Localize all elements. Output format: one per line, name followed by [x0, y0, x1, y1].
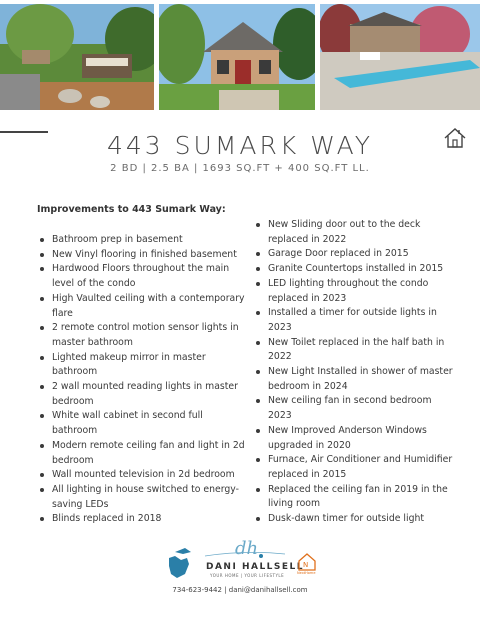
property-title: 443 SUMARK WAY: [107, 131, 373, 160]
house-badge-icon: [296, 551, 318, 575]
list-item: New Sliding door out to the deck replaced in 2022: [254, 218, 454, 247]
list-item: Bathroom prep in basement: [38, 233, 248, 248]
list-item: All lighting in house switched to energy-saving LEDs: [38, 483, 248, 512]
agent-name: DANI HALLSELL: [206, 562, 305, 572]
improvements-list-left: [38, 233, 248, 527]
contact-info: 734-623-9442 | dani@danihallsell.com: [172, 586, 308, 594]
list-item: Replaced the ceiling fan in 2019 in the living room: [254, 483, 454, 512]
list-item: White wall cabinet in second full bathroom: [38, 409, 248, 438]
list-item: Lighted makeup mirror in master bathroom: [38, 351, 248, 380]
list-item: New Vinyl flooring in finished basement: [38, 248, 248, 263]
photo-pool: [320, 4, 480, 110]
list-item: 2 wall mounted reading lights in master bedroom: [38, 380, 248, 409]
photo-clubhouse: [159, 4, 315, 110]
michigan-state-icon: [169, 556, 189, 578]
list-item: Installed a timer for outside lights in 2023: [254, 306, 454, 335]
svg-text:dh: dh: [235, 538, 259, 559]
brokerage-name: NextHome: [297, 571, 316, 575]
list-item: Hardwood Floors throughout the main level of the condo: [38, 262, 248, 291]
list-item: Wall mounted television in 2d bedroom: [38, 468, 248, 483]
agent-tagline: YOUR HOME | YOUR LIFESTYLE: [210, 573, 285, 578]
list-item: Modern remote ceiling fan and light in 2d bedroom: [38, 439, 248, 468]
improvements-heading: Improvements to 443 Sumark Way:: [37, 204, 226, 215]
photo-entrance-sign: [0, 4, 154, 110]
list-item: New ceiling fan in second bedroom 2023: [254, 394, 454, 423]
list-item: Garage Door replaced in 2015: [254, 247, 454, 262]
list-item: New Improved Anderson Windows upgraded in 2020: [254, 424, 454, 453]
list-item: Blinds replaced in 2018: [38, 512, 248, 527]
list-item: High Vaulted ceiling with a contemporary flare: [38, 292, 248, 321]
list-item: New Toilet replaced in the half bath in 2022: [254, 336, 454, 365]
improvements-list-right: [254, 218, 454, 527]
list-item: LED lighting throughout the condo replaced in 2023: [254, 277, 454, 306]
list-item: New Light Installed in shower of master bedroom in 2024: [254, 365, 454, 394]
list-item: Dusk-dawn timer for outside light: [254, 512, 454, 527]
svg-text:N: N: [303, 561, 309, 569]
list-item: Furnace, Air Conditioner and Humidifier replaced in 2015: [254, 453, 454, 482]
property-specs: 2 BD | 2.5 BA | 1693 SQ.FT + 400 SQ.FT LL.: [110, 163, 370, 174]
list-item: Granite Countertops installed in 2015: [254, 262, 454, 277]
photo-strip: [0, 0, 480, 112]
list-item: 2 remote control motion sensor lights in master bathroom: [38, 321, 248, 350]
